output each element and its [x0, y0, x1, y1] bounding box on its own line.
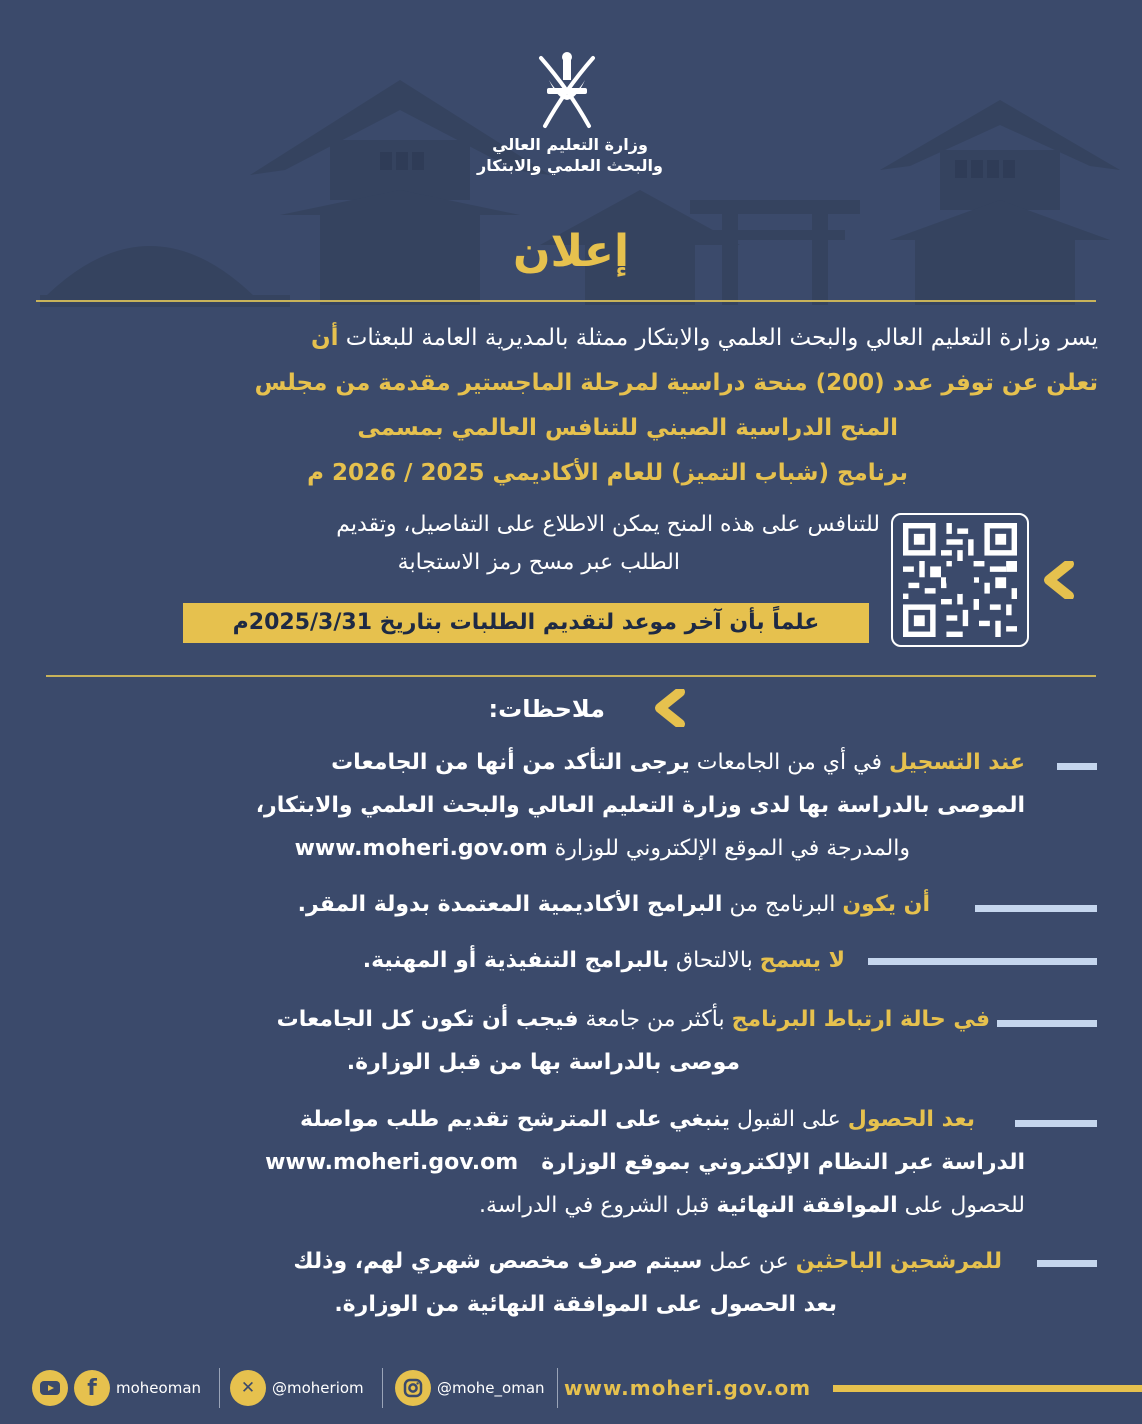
instagram-handle[interactable]: @mohe_oman [437, 1379, 545, 1397]
announcement-title: إعلان [512, 226, 630, 277]
facebook-handle[interactable]: moheoman [116, 1379, 202, 1397]
x-handle[interactable]: @moheriom [272, 1379, 364, 1397]
intro-line-3: المنح الدراسية الصيني للتنافس العالمي بمسمى [357, 415, 898, 441]
youtube-icon[interactable] [32, 1370, 68, 1406]
social-youtube-facebook [32, 1368, 201, 1408]
deadline-banner: علماً بأن آخر موعد لتقديم الطلبات بتاريخ 2025/3/31م [183, 603, 869, 643]
note-bullet-dash [975, 905, 1097, 912]
chevron-left-icon [654, 689, 688, 727]
footer-accent-bar [833, 1385, 1142, 1392]
website-link[interactable]: www.moheri.gov.om [564, 1376, 812, 1400]
notes-title: ملاحظات: [488, 695, 605, 723]
note-6: للمرشحين الباحثين عن عمل سيتم صرف مخصص شهري لهم، وذلك بعد الحصول على الموافقة النهائية من الوزارة. [293, 1249, 1002, 1317]
oman-emblem-icon [527, 50, 607, 132]
note-bullet-dash [1037, 1260, 1097, 1267]
top-divider [36, 300, 1096, 302]
social-x [230, 1368, 364, 1408]
note-bullet-dash [868, 958, 1097, 965]
qr-code-frame[interactable] [891, 513, 1029, 647]
intro-line-1: يسر وزارة التعليم العالي والبحث العلمي والابتكار ممثلة بالمديرية العامة للبعثات أن [310, 325, 1098, 351]
ministry-name: وزارة التعليم العالي والبحث العلمي والابتكار [477, 135, 663, 175]
instagram-icon[interactable] [395, 1370, 431, 1406]
social-instagram [395, 1368, 545, 1408]
note-5: بعد الحصول على القبول ينبغي على المترشح تقديم طلب مواصلة الدراسة عبر النظام الإلكتروني بموقع الوزارة www.moheri.gov.om للحصول على الموافقة النهائية قبل الشروع في الدراسة. [265, 1107, 1025, 1218]
facebook-icon[interactable]: f [74, 1370, 110, 1406]
intro-paragraph [46, 316, 1098, 496]
footer-separator [219, 1368, 220, 1408]
qr-code-icon [903, 523, 1017, 637]
apply-line-2: الطلب عبر مسح رمز الاستجابة [397, 550, 680, 575]
note-bullet-dash [997, 1020, 1097, 1027]
chevron-left-icon [1043, 561, 1077, 599]
note-1: عند التسجيل في أي من الجامعات يرجى التأكد من أنها من الجامعات الموصى بالدراسة بها لدى وزارة التعليم العالي والبحث العلمي والابتكار، والمدرجة في الموقع الإلكتروني للوزارة www.moheri.gov.om [255, 750, 1025, 861]
middle-divider [46, 675, 1096, 677]
note-2: أن يكون البرنامج من البرامج الأكاديمية المعتمدة بدولة المقر. [297, 892, 930, 917]
apply-text [90, 506, 880, 582]
intro-line-4: برنامج (شباب التميز) للعام الأكاديمي 2025 / 2026 م [307, 460, 908, 486]
note-bullet-dash [1057, 763, 1097, 770]
note-4: في حالة ارتباط البرنامج بأكثر من جامعة فيجب أن تكون كل الجامعات موصى بالدراسة بها من قبل الوزارة. [276, 1007, 990, 1075]
footer-separator [382, 1368, 383, 1408]
footer-separator [557, 1368, 558, 1408]
note-bullet-dash [1015, 1120, 1097, 1127]
apply-line-1: للتنافس على هذه المنح يمكن الاطلاع على التفاصيل، وتقديم [336, 512, 880, 537]
note-3: لا يسمح بالالتحاق بالبرامج التنفيذية أو المهنية. [362, 948, 845, 973]
intro-line-2: تعلن عن توفر عدد (200) منحة دراسية لمرحلة الماجستير مقدمة من مجلس [254, 370, 1098, 396]
x-icon[interactable]: ✕ [230, 1370, 266, 1406]
